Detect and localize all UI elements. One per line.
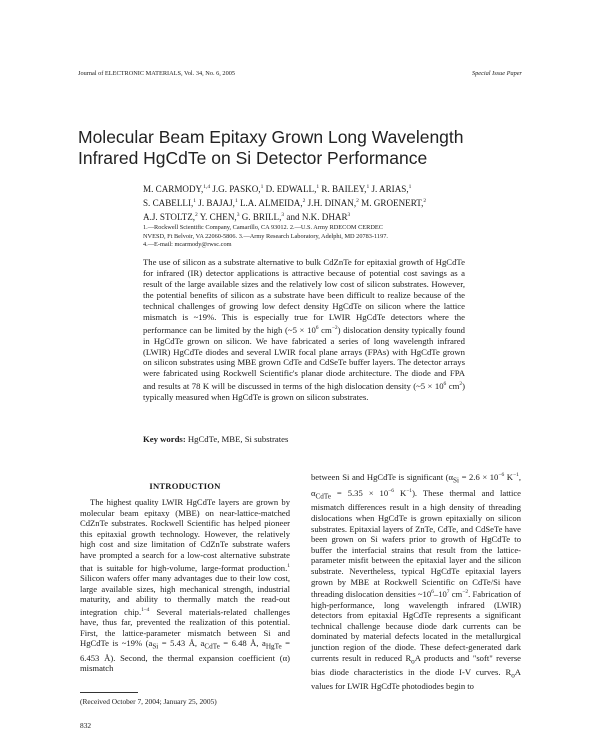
section-heading-introduction: INTRODUCTION — [149, 481, 221, 491]
keywords-label: Key words: — [143, 434, 186, 444]
paper-title: Molecular Beam Epitaxy Grown Long Wavelength Infrared HgCdTe on Si Detector Performance — [78, 127, 464, 168]
author-line: M. CARMODY,$^{1,4}$ J.G. PASKO,$^1$ D. EDWALL,$^1$ R. BAILEY,$^1$ J. ARIAS,$^1$ — [143, 184, 412, 195]
author-line: S. CABELLI,$^1$ J. BAJAJ,$^1$ L.A. ALMEIDA,$^2$ J.H. DINAN,$^2$ M. GROENERT,$^2$ — [143, 198, 427, 209]
abstract: The use of silicon as a substrate alternative to bulk CdZnTe for epitaxial growth of HgCdTe for infrared (IR) detector applications is attractive because of potential cost savings as a result of the large available sizes and the relatively low cost of silicon substrates. However, the potential benefits of silicon as a substrate have been difficult to realize because of the technical challenges of growing low defect density HgCdTe on silicon where the lattice mismatch is ~19%. This is especially true for LWIR HgCdTe detectors where the performance can be limited by the high (~5 × $10^6$ $cm^{-2}$) dislocation density typically found in HgCdTe grown on silicon. We have fabricated a series of long wavelength infrared (LWIR) HgCdTe diodes and several LWIR focal plane arrays (FPAs) with HgCdTe grown on silicon substrates using MBE grown CdTe and CdSeTe buffer layers. The detector arrays were fabricated using Rockwell Scientific's planar diode architecture. The diode and FPA and results at 78 K will be discussed in terms of the high dislocation density (~5 × $10^6$ $cm^2$) typically measured when HgCdTe is grown on silicon substrates. — [143, 257, 466, 403]
special-issue-label: Special Issue Paper — [471, 70, 522, 77]
keywords-text: HgCdTe, MBE, Si substrates — [185, 434, 289, 444]
affiliation-line: NVESD, Ft Belvoir, VA 22060-5806. 3.—Army Research Laboratory, Adelphi, MD 20783-1197. — [143, 232, 388, 240]
affiliation-email: 4.—E-mail: mcarmody@rwsc.com — [143, 241, 232, 249]
intro-paragraph: The highest quality LWIR HgCdTe layers are grown by molecular beam epitaxy (MBE) on near-lattice-matched CdZnTe substrates. Rockwell Scientific has helped pioneer this epitaxial growth technology. However, the relatively high cost and size limitation of CdZnTe substrate wafers have prompted a search for a low-cost alternative substrate that is suitable for high-volume, large-format production.$^1$ Silicon wafers offer many advantages due to their low cost, large available sizes, high mechanical strength, industrial maturity, and ability to thermally match the read-out integration chip.$^{1-4}$ Several materials-related challenges have, thus far, prevented the realization of this potential. First, the lattice-parameter mismatch between Si and HgCdTe is ~19% ($a_{Si} = 5.43$ Å, $a_{CdTe} = 6.48$ Å, $a_{HgTe} = 6.453$ Å). Second, the thermal expansion coefficient (α) mismatch — [80, 497, 291, 674]
journal-header: Journal of ELECTRONIC MATERIALS, Vol. 34, No. 6, 2005 — [78, 70, 236, 77]
keywords — [143, 434, 465, 444]
right-column — [311, 470, 521, 692]
left-column — [80, 497, 290, 674]
affiliation-line: 1.—Rockwell Scientific Company, Camarillo, CA 93012. 2.—U.S. Army RDECOM CERDEC — [143, 224, 383, 231]
affiliations — [143, 224, 493, 250]
body-paragraph: between Si and HgCdTe is significant ($\alpha_{Si} = 2.6 \times 10^{-6}$ $K^{-1}$, $\alpha_{CdTe} = 5.35 \times 10^{-6}$ $K^{-1}$). These thermal and lattice mismatch differences result in a high density of threading dislocations when HgCdTe is grown epitaxially on silicon substrates. Epitaxial layers of ZnTe, CdTe, and CdSeTe have been grown on Si wafers prior to growth of HgCdTe to buffer the interfacial strains that result from the lattice-parameter misfit between the epitaxial layer and the silicon substrate. Nevertheless, typical HgCdTe epitaxial layers grown by MBE at Rockwell Scientific on CdTe/Si have threading dislocation densities $\sim 10^6-10^7$ $cm^{-2}$. Fabrication of high-performance, long wavelength infrared (LWIR) detectors from epitaxial HgCdTe represents a significant technical challenge because diode dark currents can be dominated by material defects located in the metallurgical junction region of the diode. These defect-generated dark currents result in reduced $R_oA$ products and "soft" reverse bias diode characteristics in the diode I-V curves. $R_oA$ values for LWIR HgCdTe photodiodes begin to — [311, 471, 522, 692]
received-dates: (Received October 7, 2004; January 25, 2005) — [80, 697, 217, 706]
author-list — [143, 181, 473, 223]
author-line: A.J. STOLTZ,$^2$ Y. CHEN,$^3$ G. BRILL,$^3$ and N.K. DHAR$^3$ — [143, 212, 351, 223]
footnote-divider — [80, 692, 138, 693]
page-number: 832 — [80, 721, 92, 730]
